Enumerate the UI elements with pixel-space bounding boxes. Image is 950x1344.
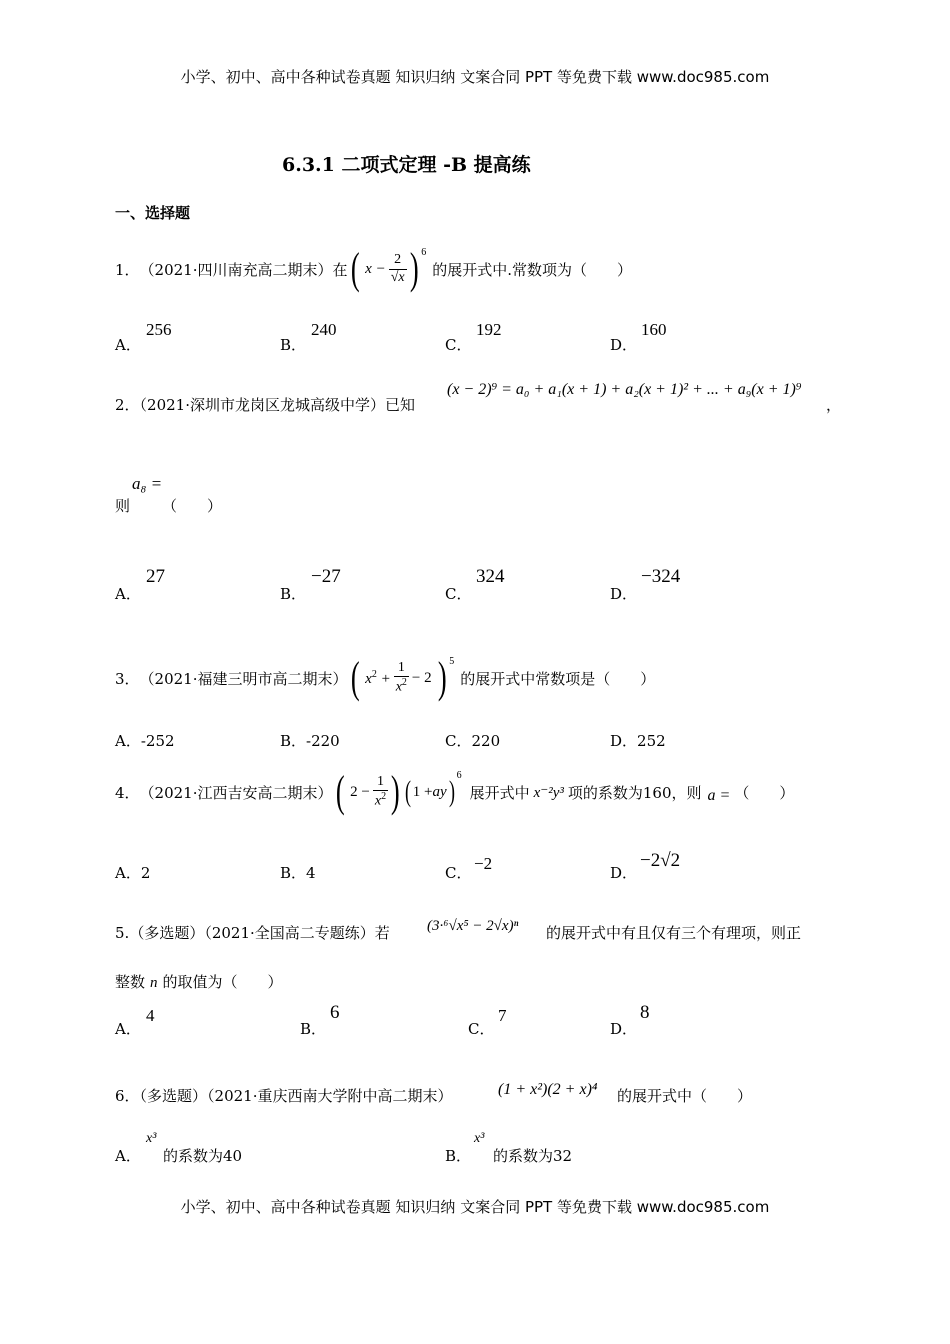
q6-option-b[interactable]: B． — [445, 1147, 472, 1165]
q3-option-a[interactable]: A．-252 — [115, 732, 175, 750]
q5-option-d-value: 8 — [640, 1002, 650, 1023]
q1-option-d[interactable]: D． — [610, 336, 638, 354]
q2-ask-variable: a₈ = — [132, 474, 163, 493]
q1-option-a-value: 256 — [146, 320, 172, 339]
q2-option-c-value: 324 — [476, 566, 505, 587]
q1-option-c-value: 192 — [476, 320, 502, 339]
question-text: 展开式中 — [469, 783, 530, 802]
q1-option-d-value: 160 — [641, 320, 667, 339]
q4-variable: a = — [707, 787, 731, 804]
question-source: （多选题）（2021·全国高二专题练）若 — [129, 924, 390, 942]
q4-option-c-value: −2 — [474, 854, 493, 873]
q2-option-a[interactable]: A． — [115, 585, 141, 603]
q3-option-d[interactable]: D．252 — [610, 732, 666, 750]
question-4 — [115, 764, 794, 820]
q6-option-b-variable: x³ — [474, 1131, 485, 1146]
question-number: 5. — [115, 924, 130, 942]
q6-option-a[interactable]: A． — [115, 1147, 141, 1165]
q4-option-c[interactable]: C． — [445, 864, 472, 882]
q1-option-c[interactable]: C． — [445, 336, 472, 354]
q4-term: x⁻²y³ — [533, 784, 564, 801]
question-5 — [115, 922, 390, 943]
q5-option-b[interactable]: B． — [300, 1020, 327, 1038]
q2-option-b-value: −27 — [311, 566, 341, 587]
q1-option-b[interactable]: B． — [280, 336, 307, 354]
q2-option-a-value: 27 — [146, 566, 165, 587]
q2-option-c[interactable]: C． — [445, 585, 472, 603]
question-3 — [115, 650, 655, 706]
section-heading: 一、选择题 — [115, 204, 191, 222]
question-text: 的展开式中.常数项为（ ） — [432, 260, 633, 279]
question-6 — [115, 1085, 453, 1106]
q2-ask-suffix: （ ） — [162, 497, 223, 515]
question-text-2: 项的系数为160，则 — [567, 783, 702, 802]
question-source: （2021·深圳市龙岗区龙城高级中学）已知 — [139, 396, 415, 414]
q4-option-d-value: −2√2 — [640, 850, 681, 871]
question-text: 的展开式中常数项是（ ） — [460, 669, 656, 688]
q2-option-b[interactable]: B． — [280, 585, 307, 603]
question-number: 3． — [115, 669, 140, 688]
q4-option-b[interactable]: B．4 — [280, 864, 316, 882]
q2-ask-prefix: 则 — [115, 497, 131, 515]
question-5-line2: 整数 n 的取值为（ ） — [115, 973, 283, 991]
q4-formula: ( 2 − $\frac{1}{x^2}$ ) ( 1 + ay ) 6 — [335, 767, 462, 816]
q4-option-a[interactable]: A．2 — [115, 864, 151, 882]
question-number: 4． — [115, 783, 140, 802]
q2-formula-tail: ， — [826, 396, 842, 414]
q3-formula: ( $x^2$ + $\frac{1}{x^2}$ − 2 ) 5 — [350, 653, 455, 702]
q2-option-d-value: −324 — [641, 566, 681, 587]
q6-option-b-text: 的系数为32 — [493, 1147, 573, 1165]
question-source: （2021·四川南充高二期末）在 — [139, 260, 348, 279]
q1-option-a[interactable]: A． — [115, 336, 141, 354]
question-source: （2021·江西吉安高二期末） — [139, 783, 333, 802]
question-text: 的展开式中（ ） — [617, 1087, 753, 1105]
q5-option-b-value: 6 — [330, 1002, 340, 1023]
question-number: 1． — [115, 260, 140, 279]
q3-option-b[interactable]: B．-220 — [280, 732, 340, 750]
q1-option-b-value: 240 — [311, 320, 337, 339]
q5-variable: n — [150, 975, 158, 991]
q5-option-d[interactable]: D． — [610, 1020, 638, 1038]
question-text: 的展开式中有且仅有三个有理项，则正 — [546, 924, 802, 942]
q1-formula: ( x − $\frac{2}{√x}$ ) 6 — [350, 244, 427, 293]
q5-formula: (3·⁶√x⁵ − 2√x)ⁿ — [427, 918, 519, 934]
q2-formula: (x − 2)⁹ = a₀ + a₁(x + 1) + a₂(x + 1)² + ... + a₉(x + 1)⁹ — [447, 381, 802, 398]
q5-option-a-value: 4 — [146, 1006, 155, 1025]
q6-option-a-text: 的系数为40 — [163, 1147, 243, 1165]
question-number: 6． — [115, 1087, 140, 1105]
q2-option-d[interactable]: D． — [610, 585, 638, 603]
question-2 — [115, 394, 415, 415]
q4-option-d[interactable]: D． — [610, 864, 638, 882]
question-number: 2． — [115, 396, 140, 414]
question-1 — [115, 242, 632, 296]
page-title: 6.3.1 二项式定理 -B 提高练 — [282, 154, 531, 176]
q3-option-c[interactable]: C．220 — [445, 732, 501, 750]
question-source: （2021·福建三明市高二期末） — [139, 669, 348, 688]
q5-option-c[interactable]: C． — [468, 1020, 495, 1038]
question-source: （多选题）（2021·重庆西南大学附中高二期末） — [139, 1087, 453, 1105]
q6-option-a-variable: x³ — [146, 1131, 157, 1146]
question-text-3: （ ） — [734, 783, 795, 802]
q6-formula: (1 + x²)(2 + x)⁴ — [498, 1081, 598, 1098]
footer-banner: 小学、初中、高中各种试卷真题 知识归纳 文案合同 PPT 等免费下载 www.doc985.com — [180, 1198, 770, 1216]
q5-option-a[interactable]: A． — [115, 1020, 141, 1038]
q5-option-c-value: 7 — [498, 1006, 507, 1025]
header-banner: 小学、初中、高中各种试卷真题 知识归纳 文案合同 PPT 等免费下载 www.doc985.com — [180, 68, 770, 86]
